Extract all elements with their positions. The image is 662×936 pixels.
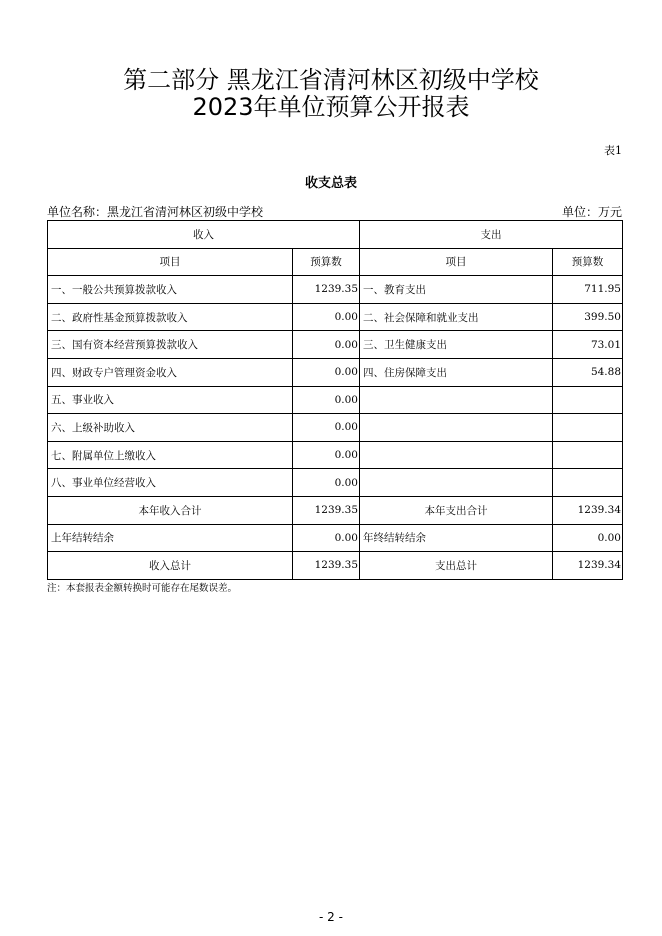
carry-income-label: 上年结转结余 — [48, 524, 293, 552]
expense-item — [360, 414, 553, 442]
expense-item — [360, 469, 553, 497]
footnote: 注：本套报表金额转换时可能存在尾数误差。 — [47, 583, 238, 594]
table-row — [48, 331, 623, 359]
expense-item-header: 项目 — [360, 248, 553, 276]
table-row — [48, 303, 623, 331]
carry-income-value: 0.00 — [293, 524, 360, 552]
income-value: 0.00 — [293, 386, 360, 414]
income-value: 0.00 — [293, 303, 360, 331]
year-income-total-value: 1239.35 — [293, 496, 360, 524]
table-header-row — [48, 221, 623, 249]
income-value: 0.00 — [293, 358, 360, 386]
expense-value: 711.95 — [553, 276, 623, 304]
table-row — [48, 414, 623, 442]
carry-expense-value: 0.00 — [553, 524, 623, 552]
page-number: - 2 - — [319, 910, 343, 924]
table-title: 收支总表 — [304, 176, 357, 191]
income-value: 0.00 — [293, 441, 360, 469]
expense-value: 399.50 — [553, 303, 623, 331]
unit-label: 单位：万元 — [561, 205, 622, 219]
income-budget-header: 预算数 — [293, 248, 360, 276]
income-header: 收入 — [48, 221, 360, 249]
income-item: 一、一般公共预算拨款收入 — [48, 276, 293, 304]
income-item: 三、国有资本经营预算拨款收入 — [48, 331, 293, 359]
income-item: 五、事业收入 — [48, 386, 293, 414]
table-row — [48, 441, 623, 469]
table-row — [48, 469, 623, 497]
grand-total-row — [48, 552, 623, 580]
expense-item: 一、教育支出 — [360, 276, 553, 304]
income-value: 1239.35 — [293, 276, 360, 304]
table-row — [48, 386, 623, 414]
budget-summary-table — [47, 220, 623, 580]
expense-budget-header: 预算数 — [553, 248, 623, 276]
expense-header: 支出 — [360, 221, 623, 249]
expense-item — [360, 441, 553, 469]
income-value: 0.00 — [293, 469, 360, 497]
income-grand-total-value: 1239.35 — [293, 552, 360, 580]
expense-item: 二、社会保障和就业支出 — [360, 303, 553, 331]
expense-value — [553, 414, 623, 442]
table-row — [48, 276, 623, 304]
income-item: 七、附属单位上缴收入 — [48, 441, 293, 469]
year-expense-total-label: 本年支出合计 — [360, 496, 553, 524]
income-value: 0.00 — [293, 331, 360, 359]
income-item: 六、上级补助收入 — [48, 414, 293, 442]
year-expense-total-value: 1239.34 — [553, 496, 623, 524]
income-item: 八、事业单位经营收入 — [48, 469, 293, 497]
expense-grand-total-value: 1239.34 — [553, 552, 623, 580]
income-item: 二、政府性基金预算拨款收入 — [48, 303, 293, 331]
year-income-total-label: 本年收入合计 — [48, 496, 293, 524]
expense-value — [553, 386, 623, 414]
year-total-row — [48, 496, 623, 524]
table-number: 表1 — [604, 144, 622, 157]
income-item: 四、财政专户管理资金收入 — [48, 358, 293, 386]
expense-item: 四、住房保障支出 — [360, 358, 553, 386]
table-subheader-row — [48, 248, 623, 276]
income-value: 0.00 — [293, 414, 360, 442]
income-grand-total-label: 收入总计 — [48, 552, 293, 580]
expense-grand-total-label: 支出总计 — [360, 552, 553, 580]
expense-value — [553, 441, 623, 469]
title-line-1: 第二部分 黑龙江省清河林区初级中学校 — [123, 66, 539, 94]
income-item-header: 项目 — [48, 248, 293, 276]
expense-item: 三、卫生健康支出 — [360, 331, 553, 359]
expense-value — [553, 469, 623, 497]
table-row — [48, 358, 623, 386]
expense-value: 54.88 — [553, 358, 623, 386]
title-line-2: 2023年单位预算公开报表 — [192, 93, 470, 121]
carry-expense-label: 年终结转结余 — [360, 524, 553, 552]
expense-item — [360, 386, 553, 414]
unit-name: 单位名称：黑龙江省清河林区初级中学校 — [47, 205, 264, 219]
carry-over-row — [48, 524, 623, 552]
expense-value: 73.01 — [553, 331, 623, 359]
